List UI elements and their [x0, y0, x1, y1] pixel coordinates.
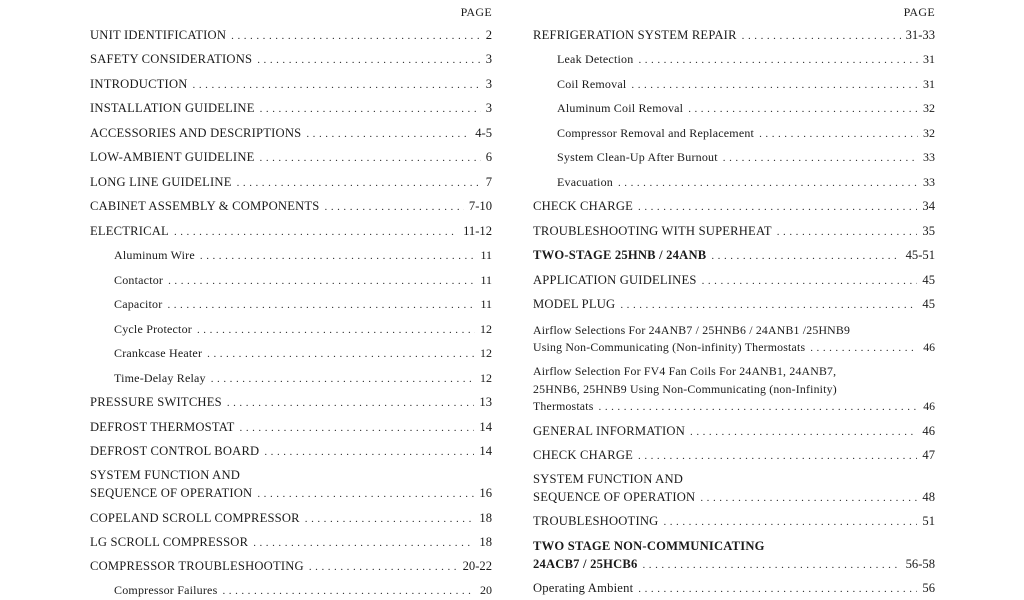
toc-subentry[interactable]: [114, 321, 492, 339]
toc-entry[interactable]: [533, 447, 935, 465]
toc-entry[interactable]: [90, 51, 492, 69]
toc-entry-page: 46: [923, 340, 935, 354]
toc-subentry[interactable]: [557, 174, 935, 192]
dot-leader: [702, 273, 918, 290]
toc-entry[interactable]: [533, 27, 935, 45]
dot-leader: [631, 77, 918, 94]
toc-entry[interactable]: [533, 272, 935, 290]
toc-entry-title: Compressor Failures: [114, 583, 218, 597]
toc-entry-title: Aluminum Wire: [114, 248, 195, 262]
toc-entry[interactable]: [90, 558, 492, 576]
dot-leader: [260, 101, 481, 118]
toc-entry-page: 7-10: [468, 199, 492, 213]
dot-leader: [620, 297, 917, 314]
toc-entry[interactable]: [533, 580, 935, 598]
page-column-header: PAGE: [460, 5, 492, 19]
dot-leader: [211, 371, 475, 388]
toc-entry-title: PRESSURE SWITCHES: [90, 395, 222, 409]
toc-entry-page: 31: [923, 77, 935, 91]
toc-entry-title: SEQUENCE OF OPERATION: [90, 486, 253, 500]
toc-entry-title: Time-Delay Relay: [114, 371, 206, 385]
toc-entry-title: UNIT IDENTIFICATION: [90, 28, 227, 42]
dot-leader: [690, 424, 917, 441]
toc-entry-page: 12: [480, 346, 492, 360]
dot-leader: [231, 28, 481, 45]
dot-leader: [257, 486, 474, 503]
toc-entry-title: SEQUENCE OF OPERATION: [533, 490, 696, 504]
toc-subentry[interactable]: [114, 582, 492, 600]
dot-leader: [227, 395, 475, 412]
toc-entry-title: COMPRESSOR TROUBLESHOOTING: [90, 559, 304, 573]
toc-entry-page: 20: [480, 583, 492, 597]
toc-entry[interactable]: [533, 223, 935, 241]
toc-entry-title: Evacuation: [557, 175, 613, 189]
dot-leader: [309, 559, 458, 576]
toc-entry-title: LG SCROLL COMPRESSOR: [90, 535, 249, 549]
toc-entry[interactable]: [533, 296, 935, 314]
toc-entry-page: 33: [923, 150, 935, 164]
toc-entry-title: TROUBLESHOOTING WITH SUPERHEAT: [533, 224, 772, 238]
toc-entry-title: COPELAND SCROLL COMPRESSOR: [90, 511, 300, 525]
dot-leader: [638, 448, 917, 465]
toc-entry-title-line2: 25HNB6, 25HNB9 Using Non-Communicating (non-Infinity): [533, 382, 837, 396]
toc-entry[interactable]: [90, 76, 492, 94]
dot-leader: [222, 583, 475, 600]
toc-entry[interactable]: [90, 485, 492, 503]
toc-entry-title: DEFROST CONTROL BOARD: [90, 444, 260, 458]
toc-subentry[interactable]: [114, 247, 492, 265]
toc-entry-page: 31: [923, 52, 935, 66]
toc-subentry[interactable]: [114, 272, 492, 290]
toc-entry-title: Compressor Removal and Replacement: [557, 126, 755, 140]
dot-leader: [325, 199, 464, 216]
dot-leader: [237, 175, 481, 192]
toc-entry[interactable]: [533, 247, 935, 265]
dot-leader: [197, 322, 475, 339]
toc-entry-title: CHECK CHARGE: [533, 199, 634, 213]
toc-entry[interactable]: [533, 489, 935, 507]
toc-entry[interactable]: [90, 198, 492, 216]
toc-left-column: [90, 0, 492, 600]
dot-leader: [305, 511, 475, 528]
toc-entry-page: 3: [485, 52, 492, 66]
toc-entry[interactable]: [90, 419, 492, 437]
toc-entry-page: 31-33: [905, 28, 935, 42]
toc-subentry[interactable]: [557, 76, 935, 94]
toc-entry-title: Capacitor: [114, 297, 163, 311]
dot-leader: [174, 224, 458, 241]
dot-leader: [200, 248, 476, 265]
dot-leader: [742, 28, 901, 45]
toc-entry-page: 33: [923, 175, 935, 189]
toc-entry[interactable]: [533, 556, 935, 574]
dot-leader: [723, 150, 918, 167]
toc-entry-title: INTRODUCTION: [90, 77, 188, 91]
toc-entry-title-line1: SYSTEM FUNCTION AND: [533, 472, 684, 486]
dot-leader: [638, 581, 917, 598]
toc-entry-title-line1: TWO STAGE NON-COMMUNICATING: [533, 539, 765, 553]
toc-entry[interactable]: [90, 149, 492, 167]
toc-entry-page: 45: [922, 273, 935, 287]
dot-leader: [599, 399, 919, 416]
toc-subentry[interactable]: [557, 51, 935, 69]
toc-entry-title-line1: SYSTEM FUNCTION AND: [90, 468, 241, 482]
toc-entry-title: ACCESSORIES AND DESCRIPTIONS: [90, 126, 302, 140]
toc-entry-page: 11: [480, 297, 492, 311]
toc-entry-title: Operating Ambient: [533, 581, 634, 595]
toc-entry-title: Contactor: [114, 273, 164, 287]
toc-entry-title: INSTALLATION GUIDELINE: [90, 101, 255, 115]
toc-subentry[interactable]: [114, 370, 492, 388]
toc-subentry[interactable]: [557, 125, 935, 143]
toc-right-column: [533, 0, 935, 600]
dot-leader: [207, 346, 475, 363]
toc-entry-title: System Clean-Up After Burnout: [557, 150, 718, 164]
toc-subentry[interactable]: [114, 345, 492, 363]
toc-entry-title: SAFETY CONSIDERATIONS: [90, 52, 253, 66]
toc-entry-page: 3: [485, 101, 492, 115]
toc-entry-page: 4-5: [475, 126, 492, 140]
dot-leader: [700, 490, 917, 507]
toc-entry-page: 3: [485, 77, 492, 91]
toc-entry-title-line1: Airflow Selections For 24ANB7 / 25HNB6 / 24ANB1 /25HNB9: [533, 323, 851, 337]
toc-entry-page: 46: [922, 424, 935, 438]
toc-entry-page: 2: [485, 28, 492, 42]
toc-entry-title: MODEL PLUG: [533, 297, 616, 311]
toc-entry[interactable]: [90, 394, 492, 412]
toc-entry-title: TROUBLESHOOTING: [533, 514, 659, 528]
toc-entry-page: 14: [479, 444, 492, 458]
dot-leader: [688, 101, 918, 118]
toc-subentry[interactable]: [557, 100, 935, 118]
toc-entry-page: 45-51: [905, 248, 935, 262]
dot-leader: [257, 52, 480, 69]
dot-leader: [264, 444, 474, 461]
dot-leader: [638, 52, 918, 69]
toc-entry-title: CHECK CHARGE: [533, 448, 634, 462]
toc-entry[interactable]: [533, 198, 935, 216]
toc-entry-page: 56-58: [905, 557, 935, 571]
toc-entry-page: 14: [479, 420, 492, 434]
dot-leader: [167, 297, 475, 314]
toc-entry-title: Cycle Protector: [114, 322, 192, 336]
toc-entry-page: 51: [922, 514, 935, 528]
toc-entry[interactable]: [90, 223, 492, 241]
toc-entry-page: 35: [922, 224, 935, 238]
dot-leader: [777, 224, 918, 241]
dot-leader: [663, 514, 917, 531]
toc-entry[interactable]: [533, 423, 935, 441]
dot-leader: [260, 150, 481, 167]
toc-entry-page: 12: [480, 371, 492, 385]
toc-entry-page: 18: [479, 535, 492, 549]
toc-entry-title: GENERAL INFORMATION: [533, 424, 686, 438]
toc-entry-page: 11: [480, 248, 492, 262]
toc-entry-title: 24ACB7 / 25HCB6: [533, 557, 638, 571]
toc-entry-page: 7: [485, 175, 492, 189]
toc-entry-title: APPLICATION GUIDELINES: [533, 273, 697, 287]
toc-entry[interactable]: [533, 398, 935, 416]
toc-entry-title: LOW-AMBIENT GUIDELINE: [90, 150, 255, 164]
dot-leader: [810, 340, 918, 357]
toc-entry-title: Using Non-Communicating (Non-infinity) Thermostats: [533, 340, 806, 354]
toc-entry-title: Leak Detection: [557, 52, 634, 66]
dot-leader: [168, 273, 475, 290]
toc-entry-page: 11-12: [463, 224, 492, 238]
toc-entry-page: 48: [922, 490, 935, 504]
toc-entry[interactable]: [533, 339, 935, 357]
toc-entry-page: 18: [479, 511, 492, 525]
toc-entry-page: 16: [479, 486, 492, 500]
dot-leader: [618, 175, 918, 192]
dot-leader: [759, 126, 918, 143]
toc-entry[interactable]: [90, 174, 492, 192]
toc-entry[interactable]: [90, 125, 492, 143]
toc-entry-page: 13: [479, 395, 492, 409]
toc-entry-title: Crankcase Heater: [114, 346, 203, 360]
toc-entry-title: LONG LINE GUIDELINE: [90, 175, 232, 189]
toc-entry[interactable]: [533, 513, 935, 531]
toc-entry-page: 47: [922, 448, 935, 462]
toc-entry[interactable]: [90, 510, 492, 528]
toc-entry-title-line1: Airflow Selection For FV4 Fan Coils For 24ANB1, 24ANB7,: [533, 364, 837, 378]
toc-entry-title: TWO-STAGE 25HNB / 24ANB: [533, 248, 707, 262]
toc-subentry[interactable]: [114, 296, 492, 314]
dot-leader: [638, 199, 917, 216]
toc-subentry[interactable]: [557, 149, 935, 167]
toc-entry-title: Coil Removal: [557, 77, 627, 91]
toc-entry-title: Thermostats: [533, 399, 594, 413]
dot-leader: [240, 420, 475, 437]
toc-entry-page: 34: [922, 199, 935, 213]
toc-entry-title: Aluminum Coil Removal: [557, 101, 684, 115]
toc-entry-page: 32: [923, 126, 935, 140]
dot-leader: [642, 557, 900, 574]
toc-entry[interactable]: [90, 100, 492, 118]
toc-entry-page: 46: [923, 399, 935, 413]
dot-leader: [711, 248, 900, 265]
toc-entry[interactable]: [90, 534, 492, 552]
toc-entry-page: 32: [923, 101, 935, 115]
dot-leader: [306, 126, 470, 143]
toc-entry[interactable]: [90, 443, 492, 461]
toc-entry-title: REFRIGERATION SYSTEM REPAIR: [533, 28, 737, 42]
toc-entry-page: 56: [922, 581, 935, 595]
toc-entry-page: 6: [485, 150, 492, 164]
toc-entry-title: ELECTRICAL: [90, 224, 169, 238]
toc-entry-page: 20-22: [462, 559, 492, 573]
toc-entry[interactable]: [90, 27, 492, 45]
dot-leader: [253, 535, 474, 552]
page-column-header: PAGE: [903, 5, 935, 19]
toc-entry-page: 12: [480, 322, 492, 336]
toc-entry-page: 11: [480, 273, 492, 287]
toc-entry-page: 45: [922, 297, 935, 311]
dot-leader: [193, 77, 481, 94]
toc-entry-title: DEFROST THERMOSTAT: [90, 420, 235, 434]
toc-entry-title: CABINET ASSEMBLY & COMPONENTS: [90, 199, 320, 213]
